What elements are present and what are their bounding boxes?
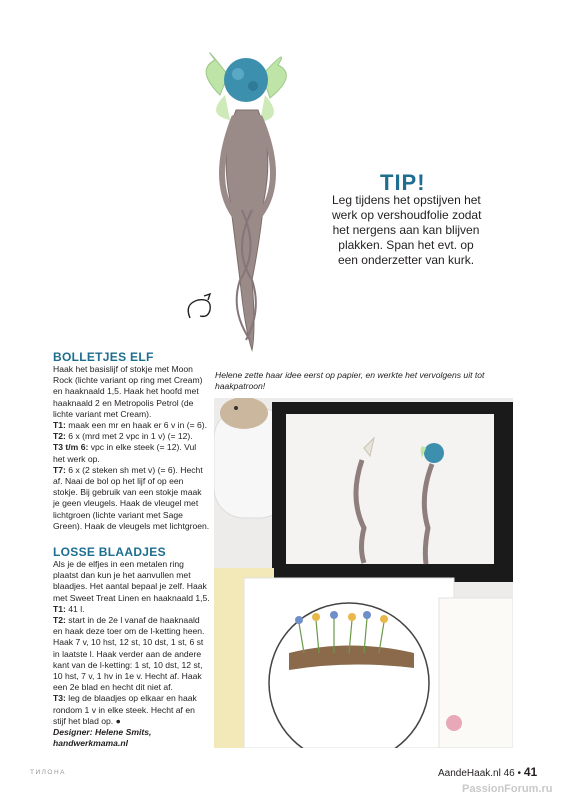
- instruction-line: af. Naai de bol op het lijf of op een: [53, 476, 184, 487]
- round-label: T3:: [53, 693, 66, 704]
- round-text: 41 l.: [65, 603, 85, 614]
- round-2: [53, 431, 210, 442]
- round-text: leg de blaadjes op elkaar en haak: [65, 693, 197, 704]
- tip-line: werk op vershoudfolie zodat: [332, 208, 482, 222]
- instruction-line: 10 hst, 7 v, 1 hv in 1e v. Hecht af. Haak: [53, 671, 202, 682]
- page-number: 41: [523, 765, 538, 779]
- instruction-line: lichte variant met Cream).: [53, 408, 152, 419]
- round-1: [53, 604, 210, 615]
- tip-title: TIP!: [380, 170, 426, 195]
- caption-line: haakpatroon!: [215, 381, 266, 392]
- instruction-line: haaknaald 2 en Metropolis Petrol (de: [53, 397, 194, 408]
- instruction-line: rondom 1 v in elke steek. Hecht af en: [53, 704, 195, 715]
- instruction-line: en haak deze toer om de l-ketting heen.: [53, 626, 205, 637]
- designer-credit: Designer: Helene Smits,: [53, 727, 152, 738]
- instruction-line: in laatste l. Haak verder aan de andere: [53, 648, 202, 659]
- tip-line: Leg tijdens het opstijven het: [332, 193, 481, 207]
- instruction-line: Haak het basislijf of stokje met Moon: [53, 364, 193, 374]
- tip-line: een onderzetter van kurk.: [337, 253, 475, 267]
- footer-bullet: •: [517, 768, 522, 779]
- round-label: T1:: [53, 420, 66, 431]
- caption-line: Helene zette haar idee eerst op papier, en werkte het vervolgens uit tot: [215, 370, 485, 380]
- instruction-line: blaadjes. Het aantal bepaal je zelf. Haak: [53, 581, 207, 592]
- watermark: PassionForum.ru: [462, 783, 553, 795]
- instruction-line: Green). Haak de vleugels met lichtgroen.: [53, 520, 210, 531]
- instruction-line: je geen vleugels. Haak de vleugel met: [53, 498, 199, 509]
- round-text: 6 x (2 steken sh met v) (= 6). Hecht: [65, 464, 203, 475]
- instruction-line: stokje. Bij gebruik van een stokje maak: [53, 487, 202, 498]
- framed-fairies-photo: [214, 398, 513, 748]
- round-3: [53, 693, 210, 704]
- round-text: 6 x (mrd met 2 vpc in 1 v) (= 12).: [65, 431, 193, 442]
- footer-brand: ТИЛОНА: [30, 769, 66, 776]
- designer-website: handwerkmama.nl: [53, 738, 128, 749]
- footer-site: AandeHaak.nl 46: [438, 768, 515, 779]
- round-text: start in de 2e l vanaf de haaknaald: [65, 615, 200, 626]
- instruction-line: plaatst dan kun je het aanvullen met: [53, 570, 191, 581]
- round-label: T1:: [53, 603, 66, 614]
- instruction-line: met Sweet Treat Linen en haaknaald 1,5.: [53, 592, 210, 603]
- losse-blaadjes-instructions: [53, 559, 210, 749]
- tip-line: het nergens aan kan blijven: [332, 223, 480, 237]
- instruction-line: het werk op.: [53, 453, 100, 464]
- section-title-bolletjes-elf: BOLLETJES ELF: [53, 350, 154, 364]
- round-label: T2:: [53, 615, 66, 626]
- round-1: [53, 420, 210, 431]
- curved-arrow-icon: [182, 290, 216, 324]
- instruction-line: lichtgroen (lichte variant met Sage: [53, 509, 183, 520]
- instruction-line: en haaknaald 1,5. Haak het hoofd met: [53, 386, 199, 397]
- round-label: T7:: [53, 464, 66, 475]
- footer-page-info: [438, 765, 537, 779]
- round-2: [53, 615, 210, 626]
- round-7: [53, 465, 210, 476]
- instruction-line: stijf het blad op. ●: [53, 715, 121, 726]
- round-text: vpc in elke steek (= 12). Vul: [88, 442, 197, 453]
- tip-text: [332, 193, 480, 268]
- instruction-line: Haak 7 v, 10 hst, 12 st, 10 dst, 1 st, 6 st: [53, 637, 204, 648]
- round-text: maak een mr en haak er 6 v in (= 6).: [65, 420, 208, 431]
- tip-line: plakken. Span het evt. op: [338, 238, 474, 252]
- instruction-line: kant van de l-ketting: 1 st, 10 dst, 12 st,: [53, 659, 203, 670]
- instruction-line: Als je de elfjes in een metalen ring: [53, 559, 184, 569]
- section-title-losse-blaadjes: LOSSE BLAADJES: [53, 545, 166, 559]
- round-label: T3 t/m 6:: [53, 442, 89, 453]
- round-label: T2:: [53, 431, 66, 442]
- photo-caption: [215, 370, 515, 392]
- round-3-6: [53, 442, 210, 453]
- instruction-line: een 2e blad en hecht dit niet af.: [53, 682, 173, 693]
- bolletjes-instructions: [53, 364, 210, 532]
- instruction-line: Rock (lichte variant op ring met Cream): [53, 375, 203, 386]
